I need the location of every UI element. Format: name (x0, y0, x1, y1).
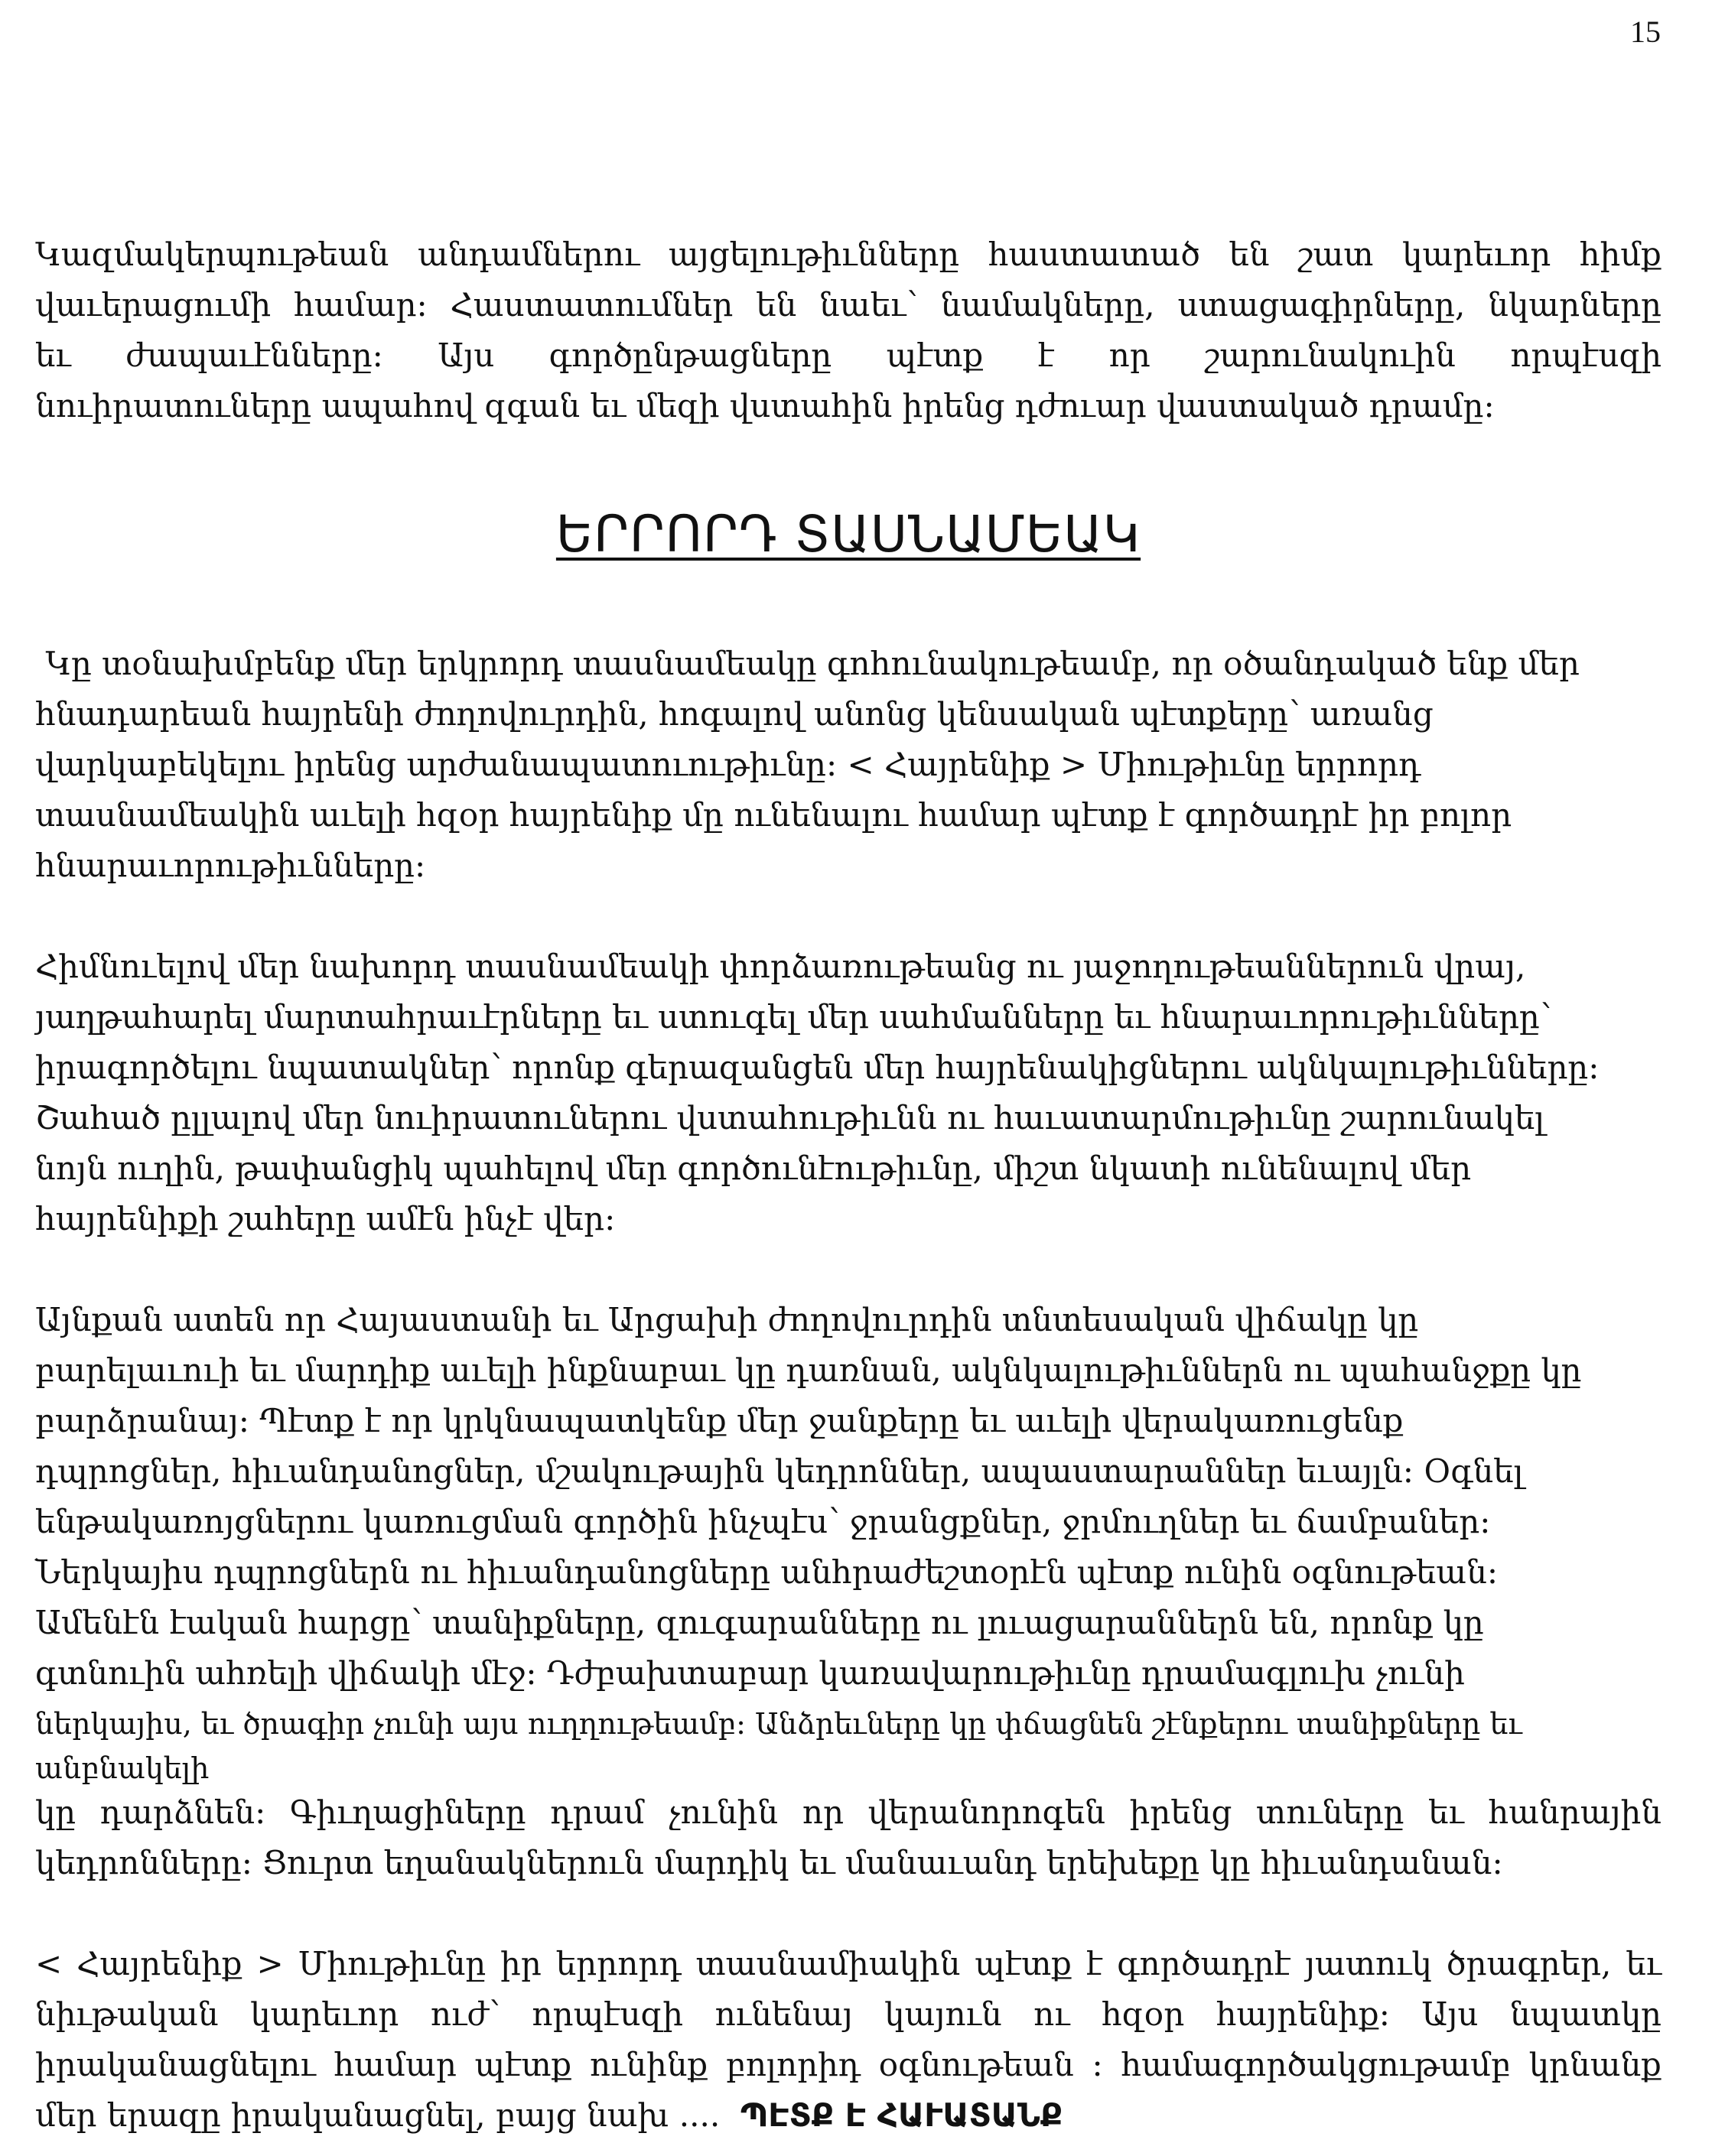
text-line: դպրոցներ, հիւանդանոցներ, մշակութային կեդրոններ, ապաստարաններ եւայլն: Օգնել (35, 1452, 1524, 1490)
paragraph-gap (35, 891, 1662, 941)
text-line: Այնքան ատեն որ Հայաստանի եւ Արցախի ժողովուրդին տնտեսական վիճակը կը (35, 1301, 1419, 1338)
text-line: եւ ժապաւէնները: Այս գործընթացները պէտք է որ շարունակուին որպէսզի (35, 337, 1662, 374)
text-line: Կազմակերպութեան անդամներու այցելութիւնները հաստատած են շատ կարեւոր հիմք (35, 236, 1662, 273)
text-line: տասնամեակին աւելի հզօր հայրենիք մը ունենալու համար պէտք է գործադրէ իր բոլոր (35, 796, 1512, 834)
text-line: անբնակելի (35, 1751, 210, 1785)
section-heading: ԵՐՐՈՐԴ ՏԱՍՆԱՄԵԱԿ (555, 505, 1141, 564)
intro-paragraph (35, 229, 1662, 431)
paragraph-experience (35, 941, 1662, 1244)
paragraph-gap (35, 1244, 1662, 1295)
text-line: իրագործելու նպատակներ՝ որոնք գերազանցեն մեր հայրենակիցներու ակնկալութիւնները: (35, 1049, 1600, 1086)
text-line: ներկայիս, եւ ծրագիր չունի այս ուղղութեամբ: Անձրեւները կը փճացնեն շէնքերու տանիքները եւ (35, 1707, 1522, 1741)
paragraph-second-decade (35, 639, 1662, 891)
text-line: հնարաւորութիւնները: (35, 847, 426, 884)
text-line: կը դարձնեն: Գիւղացիները դրամ չունին որ վերանորոգեն իրենց տուները եւ հանրային (35, 1793, 1662, 1831)
closing-text: մեր երազը իրականացնել, բայց նախ .... (35, 2096, 740, 2134)
text-line: նիւթական կարեւոր ուժ՝ որպէսզի ունենայ կայուն ու հզօր հայրենիք: Այս նպատկը (35, 1995, 1662, 2033)
closing-emphasis: ՊԷՏՔ Է ՀԱՒԱՏԱՆՔ (740, 2096, 1063, 2134)
text-line: հայրենիքի շահերը ամէն ինչէ վեր: (35, 1200, 616, 1237)
text-line: բարձրանայ: Պէտք է որ կրկնապատկենք մեր ջանքերը եւ աւելի վերակառուցենք (35, 1402, 1404, 1439)
page-number: 15 (1630, 15, 1661, 49)
page-body (35, 229, 1662, 2141)
text-line: հնադարեան հայրենի ժողովուրդին, հոգալով անոնց կենսական պէտքերը՝ առանց (35, 695, 1434, 733)
text-line: յաղթահարել մարտահրաւէրները եւ ստուգել մեր սահմանները եւ հնարաւորութիւնները՝ (35, 998, 1551, 1036)
text-line: նոյն ուղին, թափանցիկ պահելով մեր գործունէութիւնը, միշտ նկատի ունենալով մեր (35, 1150, 1472, 1187)
paragraph-conclusion (35, 1939, 1662, 2141)
text-line: ենթակառոյցներու կառուցման գործին ինչպէս՝ ջրանցքներ, ջրմուղներ եւ ճամբաներ: (35, 1503, 1491, 1540)
text-line: Շահած ըլլալով մեր նուիրատուներու վստահութիւնն ու հաւատարմութիւնը շարունակել (35, 1099, 1545, 1137)
text-line: իրականացնելու համար պէտք ունինք բոլորիդ օգնութեան ։ համագործակցութամբ կրնանք (35, 2046, 1662, 2083)
text-line: Կը տօնախմբենք մեր երկրորդ տասնամեակը գոհունակութեամբ, որ օծանդակած ենք մեր (35, 645, 1580, 682)
paragraph-needs (35, 1295, 1662, 1888)
text-line: Ամենէն էական հարցը՝ տանիքները, զուգարանները ու լուացարաններն են, որոնք կը (35, 1604, 1484, 1641)
text-line: կեդրոնները: Ցուրտ եղանակներուն մարդիկ եւ մանաւանդ երեխեքը կը հիւանդանան: (35, 1844, 1503, 1881)
paragraph-gap (35, 1888, 1662, 1939)
text-line: գտնուին ահռելի վիճակի մէջ: Դժբախտաբար կառավարութիւնը դրամագլուխ չունի (35, 1654, 1465, 1692)
text-line: Ներկայիս դպրոցներն ու հիւանդանոցները անհրաժեշտօրէն պէտք ունին օգնութեան: (35, 1553, 1499, 1591)
text-line: նուիրատուները ապահով զգան եւ մեզի վստահին իրենց դժուար վաստակած դրամը: (35, 387, 1495, 424)
text-line: վարկաբեկելու իրենց արժանապատուութիւնը: < Հայրենիք > Միութիւնը երրորդ (35, 746, 1421, 783)
text-line: բարելաւուի եւ մարդիք աւելի ինքնաբաւ կը դառնան, ակնկալութիւններն ու պահանջքը կը (35, 1351, 1582, 1389)
text-line: Հիմնուելով մեր նախորդ տասնամեակի փորձառութեանց ու յաջողութեաններուն վրայ, (35, 948, 1526, 985)
text-line-final (35, 2090, 1662, 2141)
text-line: վաւերացումի համար: Հաստատումներ են նաեւ՝ նամակները, ստացագիրները, նկարները (35, 286, 1662, 324)
text-line: < Հայրենիք > Միութիւնը իր երրորդ տասնամիակին պէտք է գործադրէ յատուկ ծրագրեր, եւ (35, 1945, 1662, 1982)
